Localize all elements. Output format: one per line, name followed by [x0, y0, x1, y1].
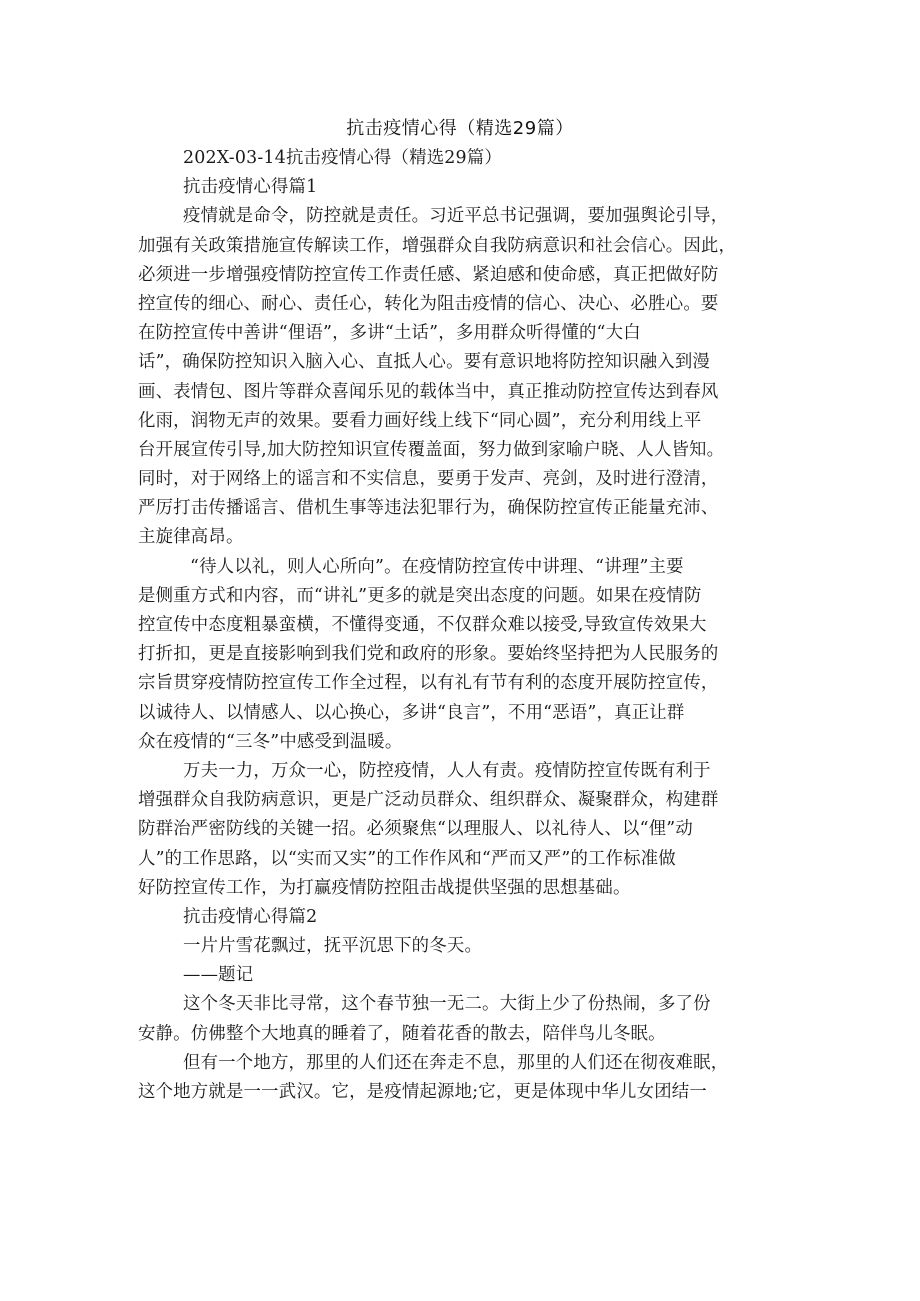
body-line: 万夫一力，万众一心，防控疫情，人人有责。疫情防控宣传既有利于 [183, 760, 711, 781]
body-line: 这个地方就是一一武汉。它，是疫情起源地;它，更是体现中华儿女团结一 [138, 1082, 707, 1102]
body-line: 防群治严密防线的关键一招。必须聚焦“以理服人、以礼待人、以“俚”动 [138, 819, 693, 840]
body-line: “待人以礼，则人心所向”。在疫情防控宣传中讲理、“讲理”主要 [190, 556, 684, 577]
body-line: 控宣传中态度粗暴蛮横，不懂得变通，不仅群众难以接受,导致宣传效果大 [138, 615, 707, 635]
body-line: 同时，对于网络上的谣言和不实信息，要勇于发声、亮剑，及时进行澄清， [138, 469, 719, 490]
body-line: 抗击疫情心得篇1 [183, 177, 318, 198]
body-line: ——题记 [183, 965, 254, 986]
body-line: 众在疫情的“三冬”中感受到温暖。 [138, 731, 403, 752]
body-line: 是侧重方式和内容，而“讲礼”更多的就是突出态度的问题。如果在疫情防 [138, 585, 702, 606]
body-line: 严厉打击传播谣言、借机生事等违法犯罪行为，确保防控宣传正能量充沛、 [138, 498, 719, 519]
body-line: 化雨，润物无声的效果。要看力画好线上线下“同心圆”，充分利用线上平 [138, 410, 702, 431]
body-line: 一片片雪花飘过，抚平沉思下的冬天。 [183, 936, 483, 957]
body-line: 宗旨贯穿疫情防控宣传工作全过程，以有礼有节有利的态度开展防控宣传， [138, 673, 719, 694]
body-line: 好防控宣传工作，为打赢疫情防控阻击战提供坚强的思想基础。 [138, 877, 631, 898]
body-line: 202X-03-14抗击疫情心得（精选29篇） [183, 148, 502, 168]
body-line: 话”，确保防控知识入脑入心、直抵人心。要有意识地将防控知识融入到漫 [138, 352, 710, 373]
body-line: 安静。仿佛整个大地真的睡着了，随着花香的散去，陪伴鸟儿冬眠。 [138, 1023, 666, 1044]
body-line: 加强有关政策措施宣传解读工作，增强群众自我防病意识和社会信心。因此， [138, 235, 737, 256]
document-body [138, 144, 798, 1107]
body-line: 以诚待人、以情感人、以心换心，多讲“良言”，不用“恶语”，真正让群 [138, 702, 685, 723]
body-line: 控宣传的细心、耐心、责任心，转化为阻击疫情的信心、决心、必胜心。要 [138, 293, 719, 314]
body-line: 打折扣，更是直接影响到我们党和政府的形象。要始终坚持把为人民服务的 [138, 644, 719, 665]
body-line: 必须进一步增强疫情防控宣传工作责任感、紧迫感和使命感，真正把做好防 [138, 264, 719, 285]
body-line: 抗击疫情心得篇2 [183, 906, 318, 927]
body-line: 在防控宣传中善讲“俚语”，多讲“土话”，多用群众听得懂的“大白 [138, 323, 641, 344]
body-line: 这个冬天非比寻常，这个春节独一无二。大街上少了份热闹，多了份 [183, 994, 711, 1015]
body-line: 增强群众自我防病意识，更是广泛动员群众、组织群众、凝聚群众，构建群 [138, 790, 719, 811]
body-line: 台开展宣传引导,加大防控知识宣传覆盖面，努力做到家喻户晓、人人皆知。 [138, 439, 725, 460]
body-line: 画、表情包、图片等群众喜闻乐见的载体当中，真正推动防控宣传达到春风 [138, 381, 719, 402]
body-line: 疫情就是命令，防控就是责任。习近平总书记强调，要加强舆论引导， [183, 206, 729, 227]
body-line: 主旋律高昂。 [138, 527, 244, 548]
body-line: 人”的工作思路，以“实而又实”的工作作风和“严而又严”的工作标准做 [138, 848, 676, 869]
body-line: 但有一个地方，那里的人们还在奔走不息，那里的人们还在彻夜难眠， [183, 1052, 729, 1073]
document-title: 抗击疫情心得（精选29篇） [346, 118, 574, 139]
